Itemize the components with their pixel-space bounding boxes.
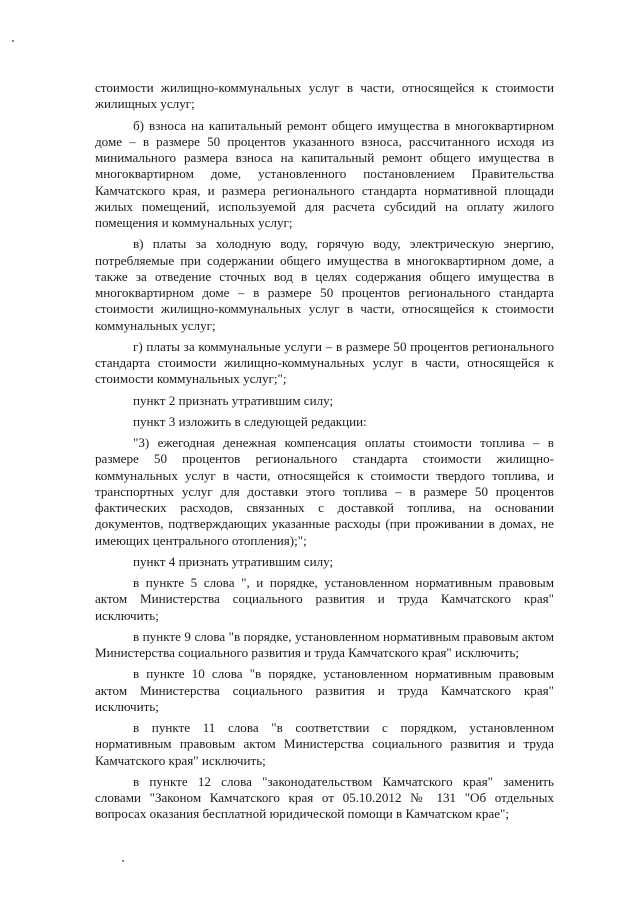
document-body bbox=[95, 80, 554, 823]
paragraph-point-3-text: "3) ежегодная денежная компенсация оплаты стоимости топлива – в размере 50 процентов регионального стандарта стоимости жилищно-коммунальных услуг в части, относящейся к стоимости твердого топлива, и транспортных услуг для доставки этого топлива – в размере 50 процентов фактических расходов, связанных с доставкой топлива, на основании документов, подтверждающих указанные расходы (при проживании в домах, не имеющих центрального отопления);"; bbox=[95, 435, 554, 548]
scan-speck-top-left bbox=[12, 40, 14, 42]
paragraph-item-b: б) взноса на капитальный ремонт общего имущества в многоквартирном доме – в размере 50 процентов указанного взноса, рассчитанного исходя из минимального размера взноса на капитальный ремонт общего имущества в многоквартирном доме, установленного постановлением Правительства Камчатского края, и размера регионального стандарта нормативной площади жилых помещений, используемой для расчета субсидий на оплату жилого помещения и коммунальных услуг; bbox=[95, 117, 554, 230]
paragraph-point-11: в пункте 11 слова "в соответствии с порядком, установленном нормативным правовым актом Министерства социального развития и труда Камчатского края" исключить; bbox=[95, 720, 554, 768]
paragraph-item-g: г) платы за коммунальные услуги – в размере 50 процентов регионального стандарта стоимости жилищно-коммунальных услуг в части, относящейся к стоимости коммунальных услуг;"; bbox=[95, 338, 554, 387]
paragraph-continuation: стоимости жилищно-коммунальных услуг в части, относящейся к стоимости жилищных услуг; bbox=[95, 80, 554, 112]
paragraph-point-3: пункт 3 изложить в следующей редакции: bbox=[133, 413, 367, 429]
paragraph-point-2: пункт 2 признать утратившим силу; bbox=[133, 392, 334, 408]
paragraph-point-5: в пункте 5 слова ", и порядке, установленном нормативным правовым актом Министерства социального развития и труда Камчатского края" исключить; bbox=[95, 575, 554, 623]
scan-speck-bottom bbox=[122, 860, 124, 862]
paragraph-point-9: в пункте 9 слова "в порядке, установленном нормативным правовым актом Министерства социального развития и труда Камчатского края" исключить; bbox=[95, 628, 554, 660]
paragraph-point-10: в пункте 10 слова "в порядке, установленном нормативным правовым актом Министерства социального развития и труда Камчатского края" исключить; bbox=[95, 666, 554, 714]
paragraph-item-v: в) платы за холодную воду, горячую воду, электрическую энергию, потребляемые при содержании общего имущества в многоквартирном доме, а также за отведение сточных вод в целях содержания общего имущества в многоквартирном доме – в размере 50 процентов регионального стандарта стоимости жилищно-коммунальных услуг в части, относящейся к стоимости коммунальных услуг; bbox=[95, 236, 554, 333]
paragraph-point-4: пункт 4 признать утратившим силу; bbox=[133, 553, 334, 569]
paragraph-point-12: в пункте 12 слова "законодательством Камчатского края" заменить словами "Законом Камчатского края от 05.10.2012 № 131 "Об отдельных вопросах оказания бесплатной юридической помощи в Камчатском крае"; bbox=[95, 773, 554, 822]
